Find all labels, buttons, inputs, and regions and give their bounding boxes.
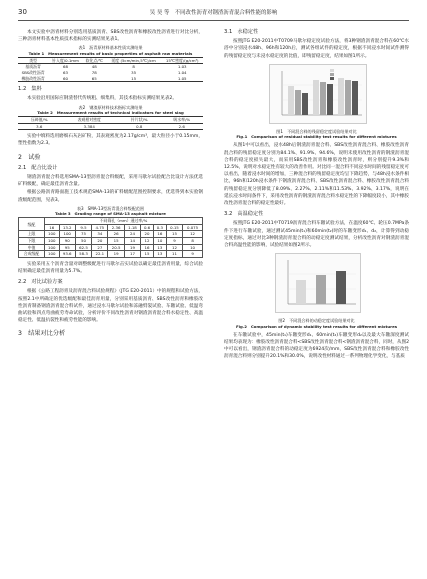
section-2-2-heading: 2.2 对比试验方案 (18, 279, 63, 286)
table-row: 下限 100 90 50 20 15 14 12 10 9 8 (19, 238, 203, 245)
table1-header: 15℃密度/(g/cm³) (165, 57, 199, 63)
table2 (18, 116, 203, 130)
table2-caption-en: Table 2 Measurement results of technical indicators for steel slag (37, 110, 184, 115)
table1-header: 软化点/℃ (85, 57, 103, 63)
figure2-caption: 图2 不同混合料的动稳定度试验结果对比 (278, 318, 355, 324)
table1-header: 延度 (5cm/min,5℃)/cm (111, 57, 156, 63)
table-row: 中值 100 95 62.5 27 20.5 19 16 13 12 10 (19, 244, 203, 251)
section-2-1-heading: 2.1 配合比设计 (18, 164, 58, 171)
table1-header: 针入度/0.1mm (52, 57, 79, 63)
section-2-heading: 2 试验 (18, 153, 41, 161)
right-column (224, 29, 409, 362)
table1 (18, 57, 203, 82)
running-title: 吴 昊 等 不同改性沥青对钢渣沥青混合料性能的影响 (149, 10, 278, 16)
table3-grade-header: 级配 (19, 218, 45, 231)
paragraph-optimum-content: 实验采用五个沥青含量对调整级配进行马歇尔击实试验以确定最佳沥青用量，综合试验结果确定最佳沥青用量为5.7%。 (18, 261, 203, 274)
section-3-2-heading: 3.2 高温稳定性 (224, 211, 264, 218)
table2-header: 针片状/% (130, 117, 148, 122)
figure1-caption: 图1 不同混合料的残留稳定度试验结果对比 (276, 129, 357, 135)
figure-1 (269, 64, 365, 127)
table2-header: 压碎值/% (30, 117, 48, 122)
page-number: 30 (18, 8, 27, 16)
page-header (18, 8, 409, 21)
table2-header: 表观相对密度 (77, 117, 101, 122)
figure1-caption-en: Fig.1 Comparison of residual stability test results for different mixtures (236, 134, 397, 140)
left-column (18, 29, 203, 341)
table3-caption-en: Table 3 Grading range of SMA-13 asphalt mixture (55, 211, 166, 217)
table-row: 上限 100 100 75 34 26 24 20 16 15 12 (19, 231, 203, 238)
paragraph-mix-range: 根据公路沥青路面施工技术规范SMA-13的矿料级配范围控制要求，优选得到本实验钢渣级配范围，见表3。 (18, 190, 203, 203)
paragraph-aggregate: 本实验沿用国际应钢渣替代传统粗、细集料，其技术指标实测结果见表2。 (27, 96, 177, 102)
residual-stability-chart-image (269, 64, 367, 124)
paragraph-rutting-method: 按照JTG E20-2011中T0719沥青混合料车辙试验方法，在温度60℃、轮压0.7MPa条件下进行车辙试验，通过测试45min(t₁)和60min(t₂)时的车辙变形d₁、d₂，计算得到动稳定度指标，通过对比3种钢渣沥青混合料的动稳定度测试结果，分析改性沥青对钢渣沥青混合料高温性能的影响，试验结果如图2所示。 (224, 221, 409, 249)
table-row: 橡胶改性沥青 60 65 15 1.05 (21, 75, 187, 81)
table1-caption: 表1 沥青原材料基本性质实测结果 (78, 45, 143, 51)
paragraph-water-results: 从图1中可以看出，浸水48h后钢渣沥青混合料、SBS改性沥青混合料、橡胶改性沥青混合料的残留稳定度分别为84.1%、91.9%、94.6%，说明未使用改性沥青的钢渣沥青混合料的稳定度损失最大，而采用SBS改性沥青和橡胶改性沥青时，则分别提升9.3%和12.5%，说明对水稳定性有较大的改善作用。对比同一混合料不同浸水时间的残留稳定度可以看出，随着浸水时间的增加，三种混合料的残留稳定度均呈下降趋势，与48h浸水条件相比，96h和120h浸水条件下钢渣沥青混合料、SBS改性沥青混合料、橡胶改性沥青混合料的残留稳定度分别降低了8.09%、2.27%、2.11%和11.53%、3.92%、3.17%，说明在延长浸水时间条件下，采用改性沥青的钢渣沥青混合料水稳定性的下降幅度较小，其中橡胶改性沥青混合料的稳定性最好。 (224, 143, 409, 207)
dynamic-stability-chart-image (275, 253, 361, 313)
table3-sieve-header: 不同筛孔（mm）通过率/% (44, 218, 202, 225)
table1-caption-en: Table 1 Measurement results of basic properties of asphalt raw materials (28, 50, 193, 56)
table-row: 基质沥青 68 48 8 1.03 (25, 64, 187, 70)
paragraph-filler: 实验中填料选用磨细石灰岩矿粉，其表观密度为2.17g/cm³，最大粒径小于0.15mm，塑性指数为2.3。 (18, 134, 203, 147)
section-3-heading: 3 结果对比分析 (18, 330, 66, 338)
table3-caption: 表3 SMA-13型沥青混合料级配范围 (76, 205, 145, 211)
paragraph-water-method: 按照JTG E20-2011中T0709马歇尔稳定度试验方法，将3种钢渣沥青混合料在60℃水浴中分别浸水48h、96h和120h后，测试各组试件的稳定度，根据不同浸水时间试件测得的残留稳定度与未浸水稳定度的比值，即残留稳定度，结果如图1所示。 (224, 39, 409, 59)
section-1-2-heading: 1.2 集料 (18, 86, 42, 93)
table2-caption: 表2 钢渣原材料技术指标实测结果 (78, 104, 143, 110)
table-row: 3.6 3.384 0.8 2.6 (36, 123, 185, 129)
paragraph-rutting-results: 在车辙试验中，45min(t₁)车辙变形d₁、60min(t₂)车辙变形d₂以及最大车辙深度测试结果均表现为：橡胶改性沥青混合料<SBS改性沥青混合料<钢渣沥青混合料，同时，从图2中可以看出，钢渣沥青混合料的动稳定度为6924次/mm，SBS改性沥青混合料和橡胶改性沥青混合料则分别提升20.1%和30.0%，说明改性材料通过一系列物理化学变化，与基质 (224, 332, 409, 360)
table2-header: 吸水率/% (173, 117, 191, 122)
section-3-1-heading: 3.1 水稳定性 (224, 29, 259, 35)
paragraph-intro: 本文实验中沥青材料分别选用基质沥青、SBS改性沥青和橡胶改性沥青进行对比分析，三种沥青材料基本性质技术指标的实测结果见表1。 (18, 30, 203, 43)
table-row: SBS改性沥青 63 78 35 1.04 (21, 70, 187, 75)
figure-2 (275, 253, 359, 316)
table1-header: 类型 (29, 57, 38, 63)
table3: 级配 不同筛孔（mm）通过率/% 16 13.2 9.5 4.75 2.36 1.18 0.6 0.3 0.15 0.075 上限 100 100 75 34 26 24 20 16 15 12 下限 100 90 50 20 15 14 12 10 9 8 中值 100 95 62.5 27 20.5 19 16 13 12 10 合成级配 100 93.6 58.3 22.1 19 17 15 13 11 9 (18, 217, 203, 258)
figure2-caption-en: Fig.2 Comparison of dynamic stability test results for different mixtures (235, 323, 398, 329)
table-row: 合成级配 100 93.6 58.3 22.1 19 17 15 13 11 9 (19, 251, 203, 258)
paragraph-test-scheme: 根据《公路工程沥青及沥青混合料试验规程》（JTG E20-2011）中的规程和试验方法，按照2.1中所确定的优选级配和最佳沥青用量，分别采用基质沥青、SBS改性沥青和橡胶改性沥青制备钢渣沥青混合料试件，通过浸水马歇尔试验和冻融劈裂试验、车辙试验、低温弯曲试验和四点弯曲疲劳寿命试验，分析评价不同改性沥青对钢渣沥青混合料水稳定性、高温稳定性、低温抗裂性和疲劳性能的影响。 (18, 289, 203, 324)
paragraph-mix-design: 钢渣沥青混合料选用SMA-13型沥青混合料级配，采用马歇尔试验配合比设计方法优选矿料级配，确定最佳沥青含量。 (18, 175, 203, 188)
